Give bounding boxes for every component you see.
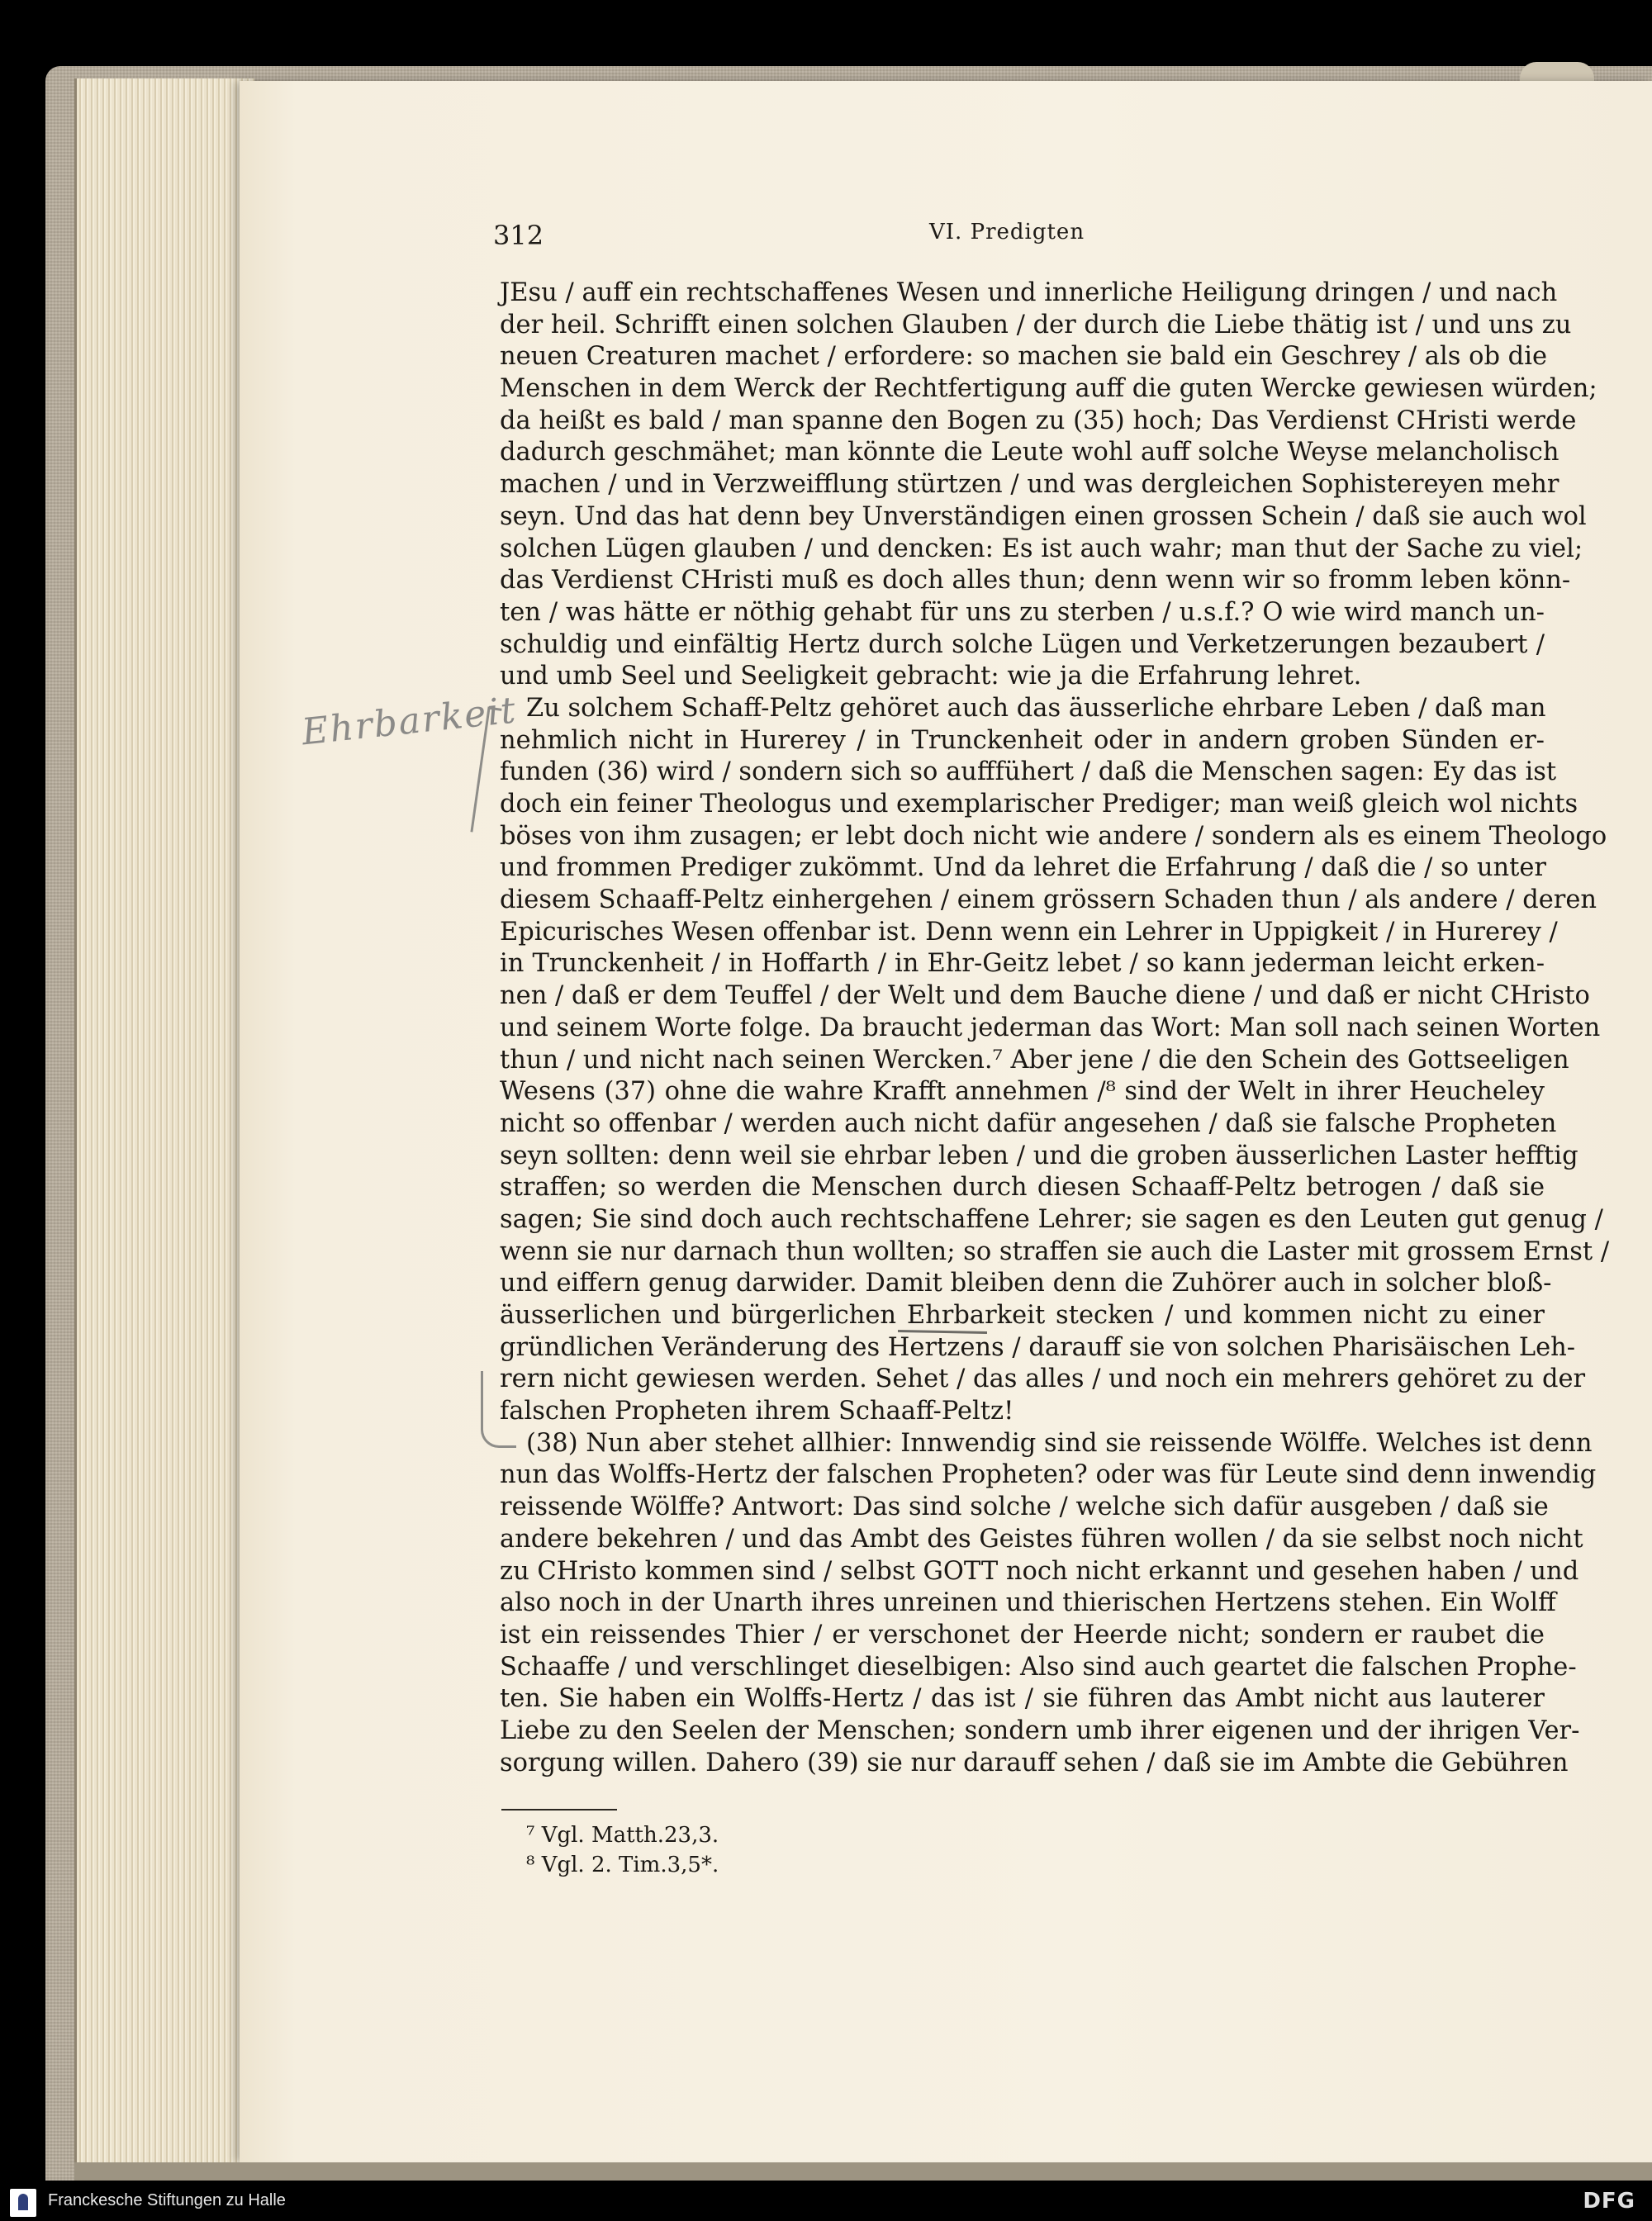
institution-label: Franckesche Stiftungen zu Halle: [48, 2191, 286, 2209]
text-line: ten. Sie haben ein Wolffs-Hertz / das ist / sie führen das Ambt nicht aus lauterer: [500, 1684, 1545, 1714]
pencil-bracket-mark: [481, 1371, 516, 1448]
viewer-footer: [0, 2184, 1652, 2221]
text-line: das Verdienst CHristi muß es doch alles thun; denn wenn wir so fromm leben könn-: [500, 566, 1571, 596]
text-line: und umb Seel und Seeligkeit gebracht: wie ja die Erfahrung lehret.: [500, 662, 1362, 691]
text-line: ten / was hätte er nöthig gehabt für uns zu sterben / u.s.f.? O wie wird manch un-: [500, 597, 1545, 627]
text-line: ist ein reissendes Thier / er verschonet der Heerde nicht; sondern er raubet die: [500, 1620, 1545, 1649]
text-line: gründlichen Veränderung des Hertzens / darauff sie von solchen Pharisäischen Leh-: [500, 1332, 1576, 1362]
text-line: solchen Lügen glauben / und dencken: Es ist auch wahr; man thut der Sache zu viel;: [500, 534, 1583, 563]
text-line: Wesens (37) ohne die wahre Krafft annehmen /⁸ sind der Welt in ihrer Heucheley: [500, 1077, 1545, 1107]
text-line: Epicurisches Wesen offenbar ist. Denn wenn ein Lehrer in Uppigkeit / in Hurerey /: [500, 917, 1558, 947]
text-line: machen / und in Verzweifflung stürtzen / und was dergleichen Sophistereyen mehr: [500, 470, 1559, 500]
text-line: doch ein feiner Theologus und exemplarischer Prediger; man weiß gleich wol nichts: [500, 790, 1578, 819]
text-line: der heil. Schrifft einen solchen Glauben / der durch die Liebe thätig ist / und uns zu: [500, 310, 1572, 339]
page-number: 312: [493, 220, 544, 251]
text-line: JEsu / auff ein rechtschaffenes Wesen und innerliche Heiligung dringen / und nach: [500, 278, 1558, 307]
text-line: Menschen in dem Werck der Rechtfertigung auff die guten Wercke gewiesen würden;: [500, 374, 1597, 404]
text-line: Zu solchem Schaff-Peltz gehöret auch das äusserliche ehrbare Leben / daß man: [526, 693, 1546, 723]
text-line: nehmlich nicht in Hurerey / in Trunckenheit oder in andern groben Sünden er-: [500, 725, 1545, 755]
text-line: seyn sollten: denn weil sie ehrbar leben / und die groben äusserlichen Laster hefftig: [500, 1141, 1578, 1170]
footnote: ⁸ Vgl. 2. Tim.3,5*.: [526, 1853, 719, 1877]
text-line: nun das Wolffs-Hertz der falschen Propheten? oder was für Leute sind denn inwendig: [500, 1460, 1597, 1490]
text-line: wenn sie nur darnach thun wollten; so straffen sie auch die Laster mit grossem Ernst /: [500, 1236, 1610, 1266]
text-line: sorgung willen. Dahero (39) sie nur darauff sehen / daß sie im Ambte die Gebühren: [500, 1748, 1569, 1777]
text-line: Schaaffe / und verschlinget dieselbigen: Also sind auch geartet die falschen Prophe-: [500, 1652, 1577, 1682]
running-head: VI. Predigten: [929, 220, 1085, 244]
text-line: falschen Propheten ihrem Schaaff-Peltz!: [500, 1397, 1014, 1426]
text-line: sagen; Sie sind doch auch rechtschaffene Lehrer; sie sagen es den Leuten gut genug /: [500, 1204, 1603, 1234]
book-fore-edge: [74, 78, 254, 2164]
text-line: und frommen Prediger zukömmt. Und da lehret die Erfahrung / daß die / so unter: [500, 853, 1546, 883]
text-line: und eiffern genug darwider. Damit bleiben denn die Zuhörer auch in solcher bloß-: [500, 1269, 1552, 1298]
text-line: böses von ihm zusagen; er lebt doch nicht wie andere / sondern als es einem Theologo: [500, 821, 1607, 851]
institution-logo-icon: [10, 2189, 36, 2217]
text-line: da heißt es bald / man spanne den Bogen zu (35) hoch; Das Verdienst CHristi werde: [500, 406, 1577, 435]
footnotes: [526, 1820, 719, 1880]
text-line: (38) Nun aber stehet allhier: Innwendig sind sie reissende Wölffe. Welches ist denn: [526, 1428, 1593, 1458]
text-line: nen / daß er dem Teuffel / der Welt und dem Bauche diene / und daß er nicht CHristo: [500, 981, 1590, 1011]
text-line: nicht so offenbar / werden auch nicht dafür angesehen / daß sie falsche Propheten: [500, 1108, 1557, 1138]
text-line: und seinem Worte folge. Da braucht jederman das Wort: Man soll nach seinen Worten: [500, 1013, 1601, 1042]
text-line: seyn. Und das hat denn bey Unverständigen einen grossen Schein / daß sie auch wol: [500, 501, 1587, 531]
text-line: rern nicht gewiesen werden. Sehet / das alles / und noch ein mehrers gehöret zu der: [500, 1364, 1586, 1394]
text-line: also noch in der Unarth ihres unreinen und thierischen Hertzens stehen. Ein Wolff: [500, 1588, 1556, 1618]
footnote: ⁷ Vgl. Matth.23,3.: [526, 1823, 719, 1848]
text-line: funden (36) wird / sondern sich so aufffühert / daß die Menschen sagen: Ey das ist: [500, 757, 1557, 787]
text-line: schuldig und einfältig Hertz durch solche Lügen und Verketzerungen bezaubert /: [500, 629, 1545, 659]
dfg-logo: DFG: [1583, 2189, 1635, 2214]
text-line: straffen; so werden die Menschen durch diesen Schaaff-Peltz betrogen / daß sie: [500, 1173, 1545, 1203]
page-bottom-shadow: [74, 2162, 1652, 2181]
body-text: [500, 278, 1610, 1779]
text-line: in Trunckenheit / in Hoffarth / in Ehr-Geitz lebet / so kann jederman leicht erken-: [500, 949, 1545, 979]
text-line: zu CHristo kommen sind / selbst GOTT noch nicht erkannt und gesehen haben / und: [500, 1556, 1579, 1586]
text-line: reissende Wölffe? Antwort: Das sind solche / welche sich dafür ausgeben / daß sie: [500, 1493, 1549, 1522]
text-line: äusserlichen und bürgerlichen Ehrbarkeit stecken / und kommen nicht zu einer: [500, 1301, 1545, 1330]
text-line: dadurch geschmähet; man könnte die Leute wohl auff solche Weyse melancholisch: [500, 438, 1559, 467]
text-line: neuen Creaturen machet / erfordere: so machen sie bald ein Geschrey / als ob die: [500, 342, 1547, 372]
text-line: diesem Schaaff-Peltz einhergehen / einem grössern Schaden thun / als andere / deren: [500, 885, 1597, 915]
text-line: Liebe zu den Seelen der Menschen; sondern umb ihrer eigenen und der ihrigen Ver-: [500, 1716, 1580, 1745]
footnote-rule: [501, 1809, 617, 1810]
text-line: andere bekehren / und das Ambt des Geistes führen wollen / da sie selbst noch nicht: [500, 1524, 1583, 1554]
pencil-marginal-note: Ehrbarkeit: [299, 689, 520, 754]
text-line: thun / und nicht nach seinen Wercken.⁷ Aber jene / die den Schein des Gottseeligen: [500, 1045, 1569, 1075]
